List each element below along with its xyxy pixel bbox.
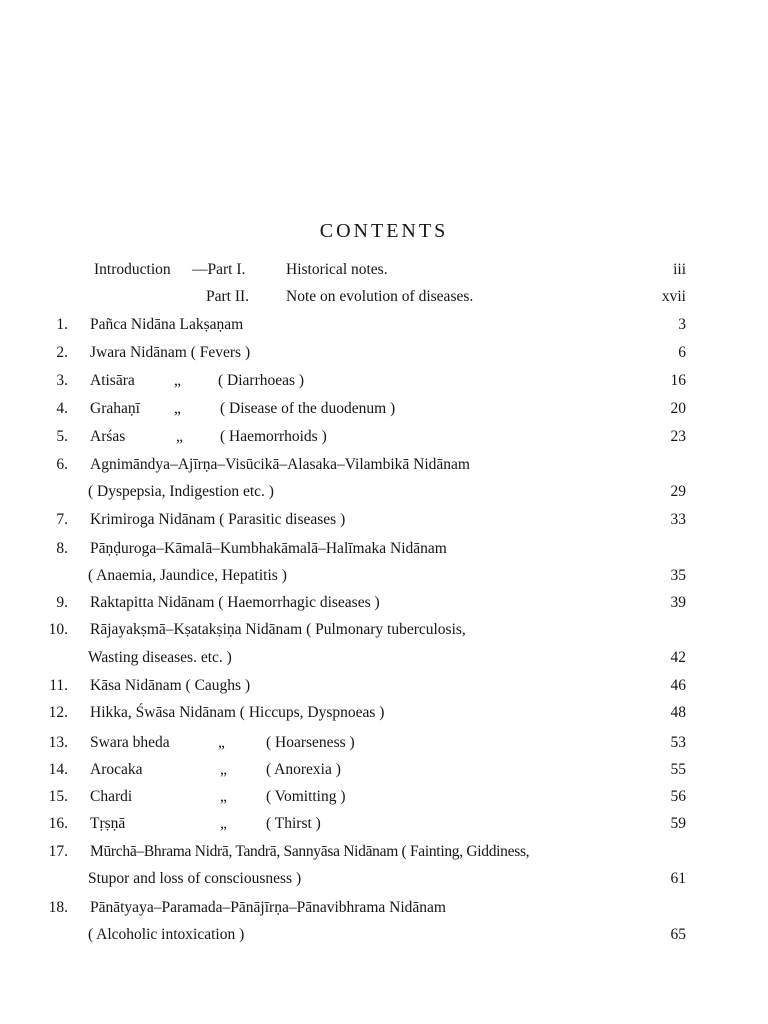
- page-number: 3: [678, 316, 686, 333]
- entry-title: Pāṇḍuroga–Kāmalā–Kumbhakāmalā–Halīmaka Nidānam: [90, 540, 447, 557]
- ditto-mark: „: [174, 372, 181, 389]
- entry-number: 10.: [48, 621, 68, 638]
- entry-number: 6.: [56, 456, 68, 473]
- intro-part-desc: Historical notes.: [286, 261, 388, 278]
- page-number: iii: [673, 261, 686, 278]
- entry-number: 15.: [48, 788, 68, 805]
- entry-title: Rājayakṣmā–Kṣatakṣiṇa Nidānam ( Pulmonary tuberculosis,: [90, 621, 466, 638]
- intro-part-desc: Note on evolution of diseases.: [286, 288, 474, 305]
- entry-number: 14.: [48, 761, 68, 778]
- entry-number: 9.: [56, 594, 68, 611]
- entry-subtitle: Stupor and loss of consciousness ): [88, 870, 302, 887]
- page-number: xvii: [661, 288, 686, 305]
- entry-title: Agnimāndya–Ajīrṇa–Visūcikā–Alasaka–Vilambikā Nidānam: [90, 456, 470, 473]
- entry-number: 16.: [48, 815, 68, 832]
- entry-description: ( Vomitting ): [266, 788, 346, 805]
- entry-description: ( Thirst ): [266, 815, 321, 832]
- page-number: 16: [670, 372, 686, 389]
- entry-title: Raktapitta Nidānam ( Haemorrhagic diseases ): [90, 594, 380, 611]
- page-number: 61: [670, 870, 686, 887]
- entry-title: Jwara Nidānam ( Fevers ): [90, 344, 251, 361]
- entry-title: Arocaka: [90, 761, 143, 778]
- entry-title: Swara bheda: [90, 734, 170, 751]
- page-number: 55: [670, 761, 686, 778]
- entry-description: ( Anorexia ): [266, 761, 341, 778]
- ditto-mark: „: [218, 734, 225, 751]
- entry-title: Hikka, Śwāsa Nidānam ( Hiccups, Dyspnoeas ): [90, 704, 385, 721]
- page-number: 20: [670, 400, 686, 417]
- entry-title: Chardi: [90, 788, 133, 805]
- page-number: 33: [670, 511, 686, 528]
- entry-number: 2.: [56, 344, 68, 361]
- entry-number: 3.: [56, 372, 68, 389]
- page-number: 65: [670, 926, 686, 943]
- page-number: 46: [670, 677, 686, 694]
- page-number: 6: [678, 344, 686, 361]
- entry-title: Mūrchā–Bhrama Nidrā, Tandrā, Sannyāsa Nidānam ( Fainting, Giddiness,: [90, 843, 530, 860]
- page-number: 48: [670, 704, 686, 721]
- entry-number: 5.: [56, 428, 68, 445]
- entry-title: Arśas: [90, 428, 126, 445]
- entry-subtitle: ( Anaemia, Jaundice, Hepatitis ): [88, 567, 287, 584]
- entry-number: 7.: [56, 511, 68, 528]
- page-number: 35: [670, 567, 686, 584]
- intro-part-label: Part II.: [206, 288, 250, 305]
- page-title: CONTENTS: [319, 220, 449, 242]
- ditto-mark: „: [174, 400, 181, 417]
- entry-description: ( Hoarseness ): [266, 734, 355, 751]
- entry-description: ( Haemorrhoids ): [220, 428, 327, 445]
- ditto-mark: „: [176, 428, 183, 445]
- entry-title: Kāsa Nidānam ( Caughs ): [90, 677, 251, 694]
- entry-number: 8.: [56, 540, 68, 557]
- entry-title: Pānātyaya–Paramada–Pānājīrṇa–Pānavibhrama Nidānam: [90, 899, 446, 916]
- intro-label: Introduction: [94, 261, 171, 278]
- ditto-mark: „: [220, 788, 227, 805]
- entry-title: Grahaṇī: [90, 400, 140, 417]
- intro-part-label: —Part I.: [192, 261, 246, 278]
- entry-description: ( Diarrhoeas ): [218, 372, 305, 389]
- ditto-mark: „: [220, 815, 227, 832]
- entry-subtitle: Wasting diseases. etc. ): [88, 649, 232, 666]
- entry-title: Tṛṣṇā: [90, 815, 126, 832]
- entry-subtitle: ( Alcoholic intoxication ): [88, 926, 245, 943]
- page-number: 23: [670, 428, 686, 445]
- entry-number: 12.: [48, 704, 68, 721]
- entry-number: 18.: [48, 899, 68, 916]
- page-number: 29: [670, 483, 686, 500]
- entry-description: ( Disease of the duodenum ): [220, 400, 396, 417]
- entry-title: Pañca Nidāna Lakṣaṇam: [90, 316, 244, 333]
- page-number: 42: [670, 649, 686, 666]
- entry-number: 4.: [56, 400, 68, 417]
- entry-title: Atisāra: [90, 372, 135, 389]
- entry-number: 13.: [48, 734, 68, 751]
- ditto-mark: „: [220, 761, 227, 778]
- page-number: 39: [670, 594, 686, 611]
- entry-subtitle: ( Dyspepsia, Indigestion etc. ): [88, 483, 274, 500]
- page-number: 56: [670, 788, 686, 805]
- entry-title: Krimiroga Nidānam ( Parasitic diseases ): [90, 511, 346, 528]
- entry-number: 11.: [49, 677, 68, 694]
- entry-number: 1.: [56, 316, 68, 333]
- entry-number: 17.: [48, 843, 68, 860]
- page-number: 53: [670, 734, 686, 751]
- page-number: 59: [670, 815, 686, 832]
